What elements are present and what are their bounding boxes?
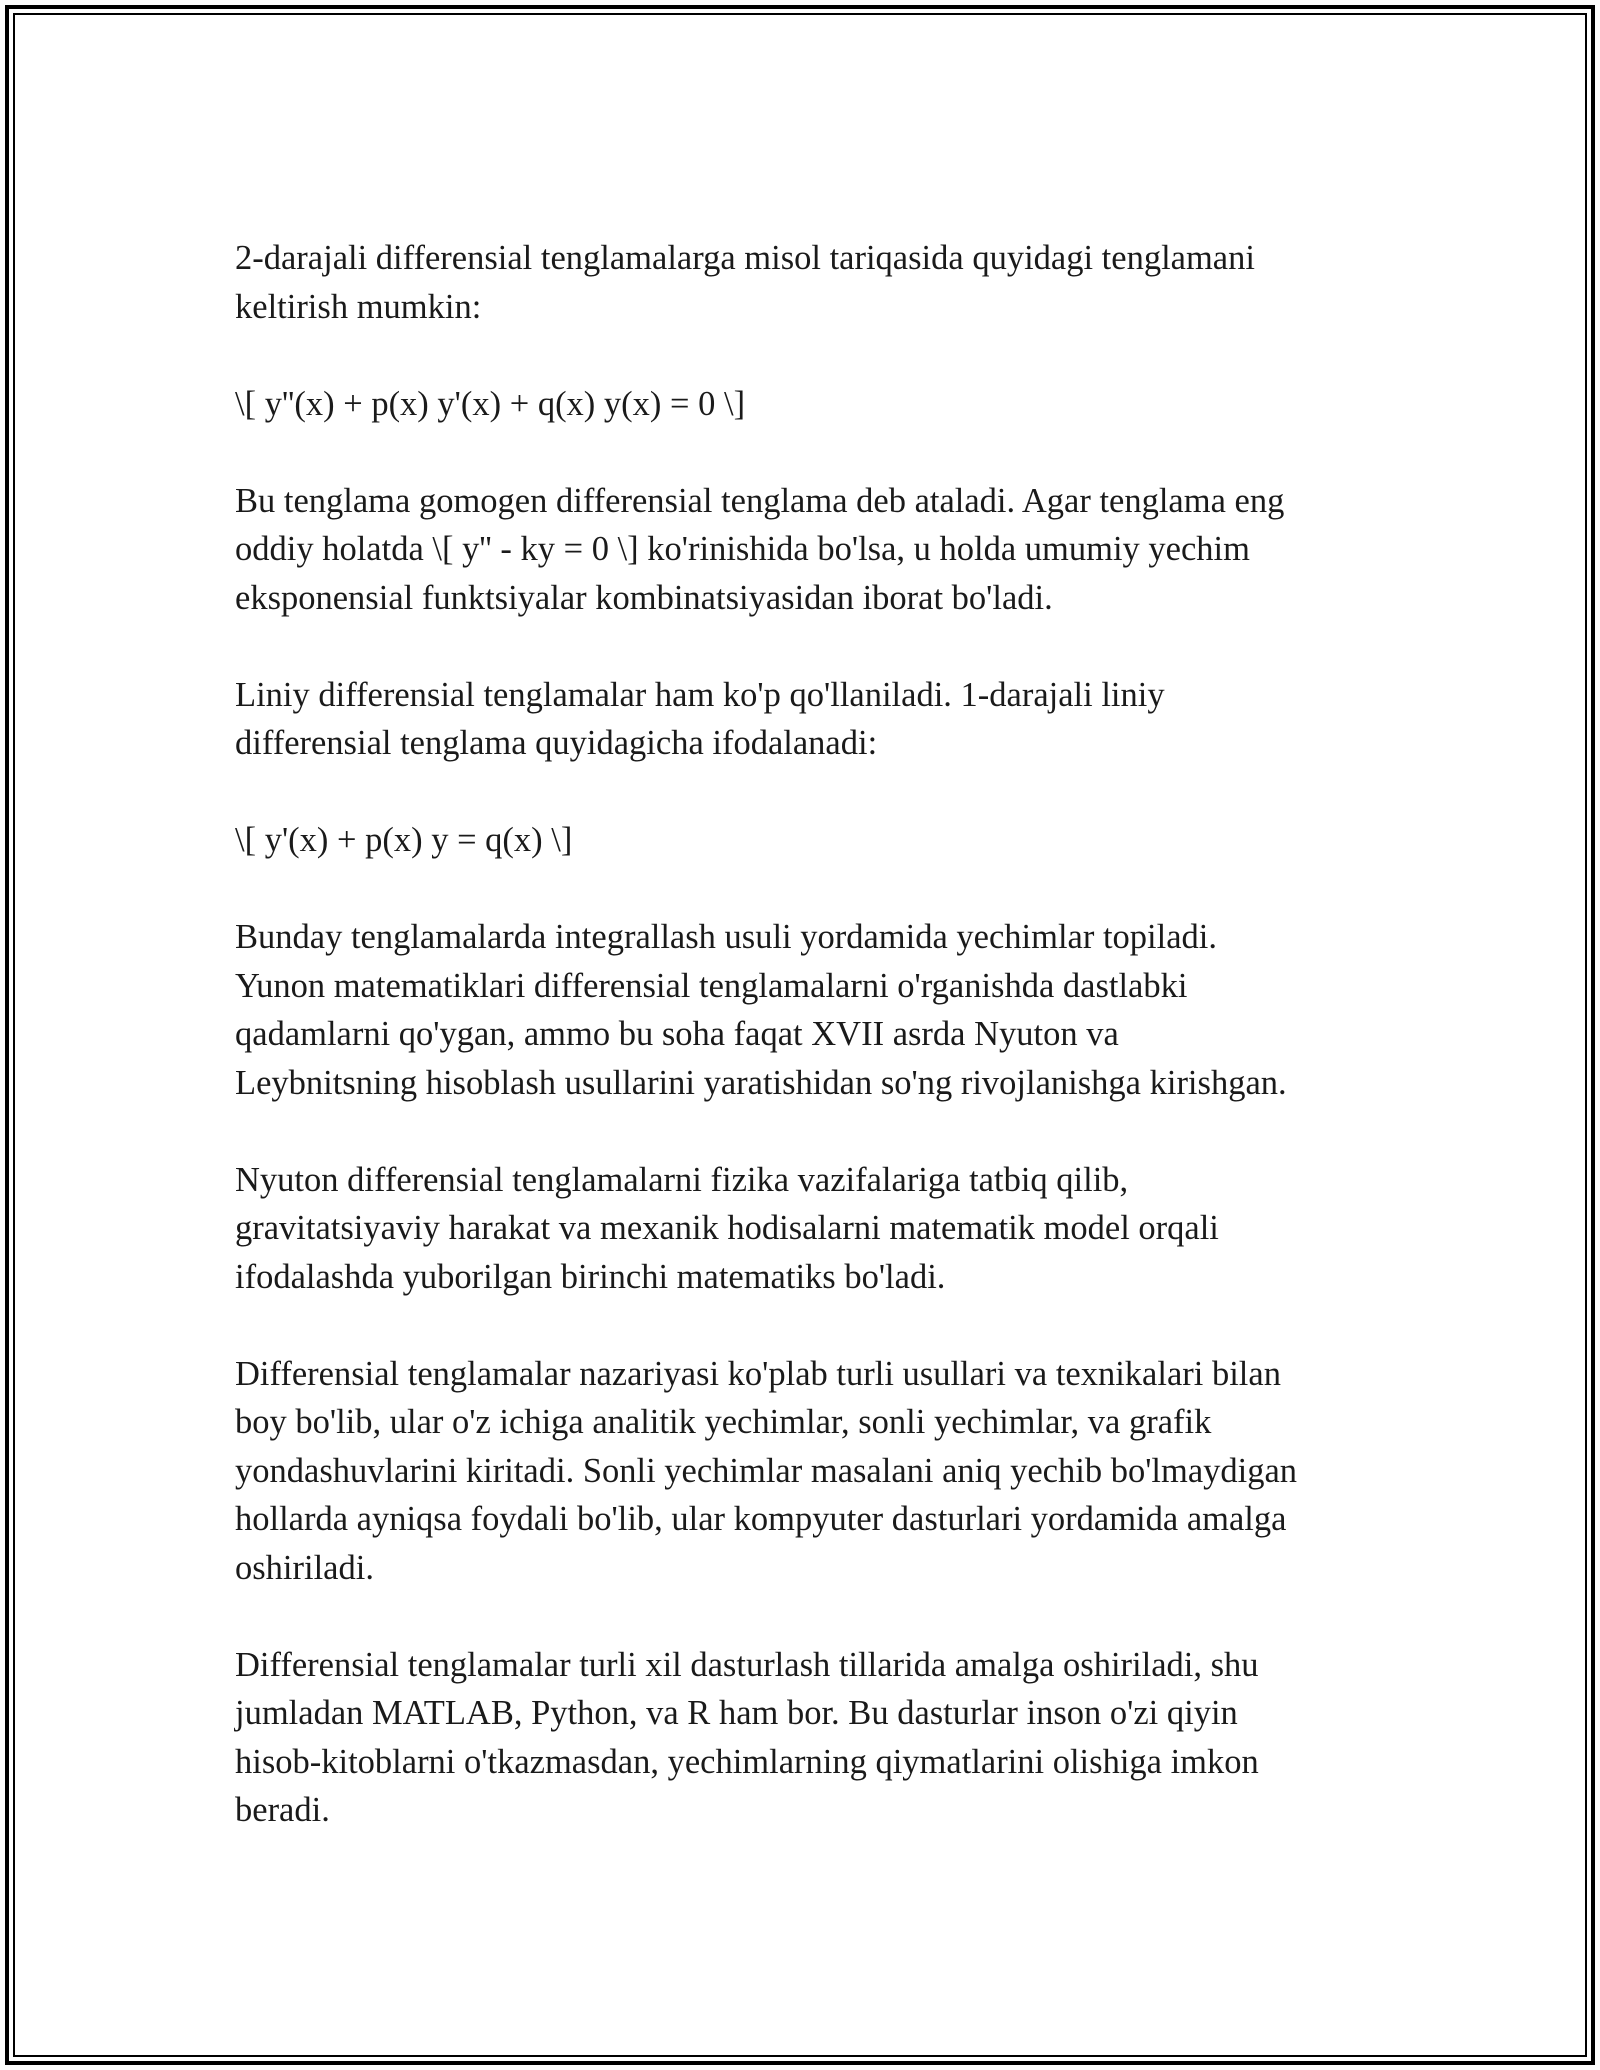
paragraph-history: Bunday tenglamalarda integrallash usuli yordamida yechimlar topiladi. Yunon matematiklari differensial tenglamalarni o'rganishda dastlabki qadamlarni qo'ygan, ammo bu soha faqat XVII asrda Nyuton va Leybnitsning hisoblash usullarini yaratishidan so'ng rivojlanishga kirishgan. [235, 918, 1287, 1102]
paragraph-linear: Liniy differensial tenglamalar ham ko'p qo'llaniladi. 1-darajali liniy differensial tenglama quyidagicha ifodalanadi: [235, 675, 1165, 762]
paragraph-methods: Differensial tenglamalar nazariyasi ko'plab turli usullari va texnikalari bilan boy bo'lib, ular o'z ichiga analitik yechimlar, sonli yechimlar, va grafik yondashuvlarini kiritadi. Sonli yechimlar masalani aniq yechib bo'lmaydigan hollarda ayniqsa foydali bo'lib, ular kompyuter dasturlari yordamida amalga oshiriladi. [235, 1354, 1298, 1587]
paragraph-software: Differensial tenglamalar turli xil dasturlash tillarida amalga oshiriladi, shu jumladan MATLAB, Python, va R ham bor. Bu dasturlar inson o'zi qiyin hisob-kitoblarni o'tkazmasdan, yechimlarning qiymatlarini olishiga imkon beradi. [235, 1645, 1259, 1829]
paragraph-intro: 2-darajali differensial tenglamalarga misol tariqasida quyidagi tenglamani keltirish mumkin: [235, 239, 1255, 326]
equation-second-order: \[ y''(x) + p(x) y'(x) + q(x) y(x) = 0 \] [235, 384, 746, 423]
equation-first-order: \[ y'(x) + p(x) y = q(x) \] [235, 821, 573, 859]
paragraph-homogeneous: Bu tenglama gomogen differensial tenglama deb ataladi. Agar tenglama eng oddiy holatda \[ y'' - ky = 0 \] ko'rinishida bo'lsa, u holda umumiy yechim eksponensial funktsiyalar kombinatsiyasidan iborat bo'ladi. [235, 481, 1285, 617]
paragraph-newton: Nyuton differensial tenglamalarni fizika vazifalariga tatbiq qilib, gravitatsiyaviy harakat va mexanik hodisalarni matematik model orqali ifodalashda yuborilgan birinchi matematiks bo'ladi. [235, 1160, 1219, 1296]
document-body [235, 234, 1375, 1883]
